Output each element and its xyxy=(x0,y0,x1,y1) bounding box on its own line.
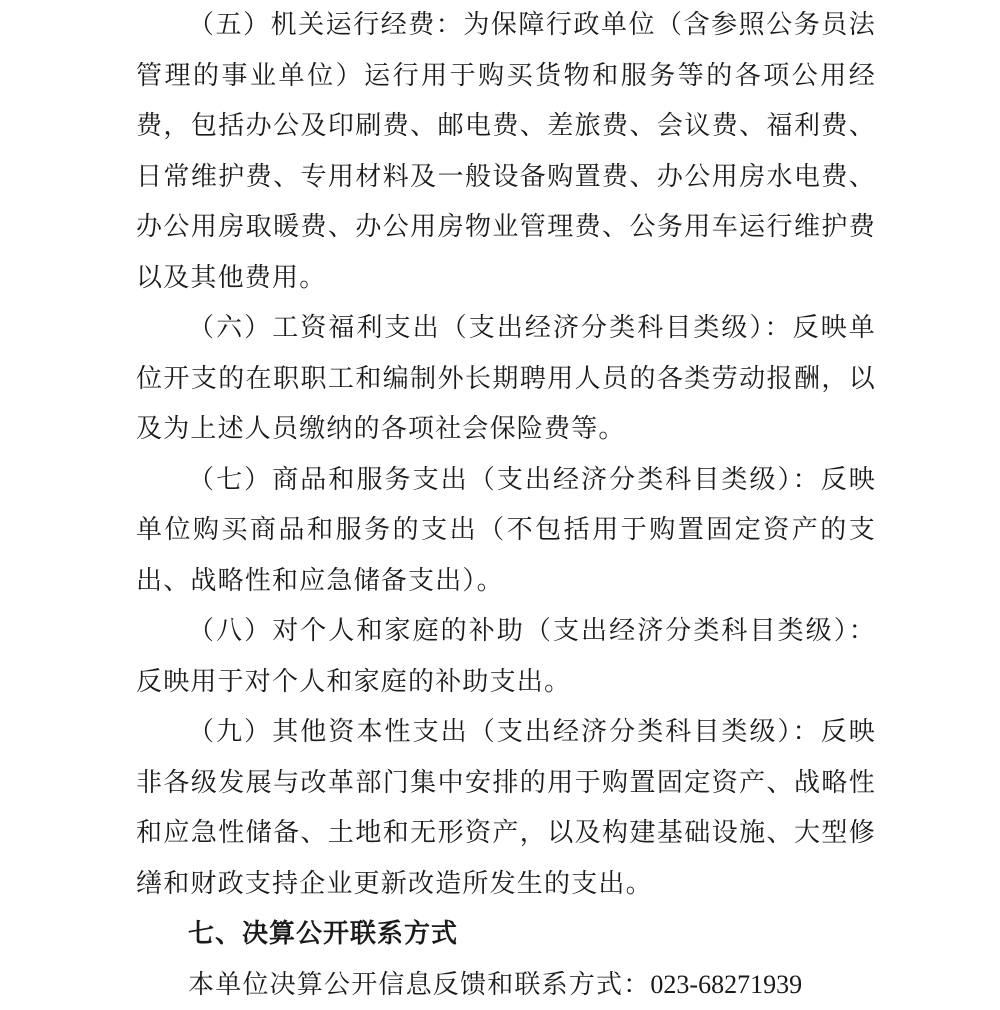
paragraph-eight xyxy=(136,606,876,707)
paragraph-term: （九）其他资本性支出（支出经济分类科目类级）： xyxy=(188,717,821,747)
paragraph-term: （五）机关运行经费： xyxy=(188,10,463,40)
paragraph-body: 反映单位购买商品和服务的支出（不包括用于购置固定资产的支出、战略性和应急储备支出）。 xyxy=(136,465,876,596)
section-heading: 七、决算公开联系方式 xyxy=(136,909,876,960)
paragraph-nine xyxy=(136,707,876,909)
paragraph-five xyxy=(136,0,876,303)
paragraph-body: 反映单位开支的在职职工和编制外长期聘用人员的各类劳动报酬，以及为上述人员缴纳的各项社会保险费等。 xyxy=(136,313,876,444)
paragraph-term: （六）工资福利支出（支出经济分类科目类级）： xyxy=(188,313,793,343)
paragraph-body: 反映非各级发展与改革部门集中安排的用于购置固定资产、战略性和应急性储备、土地和无形资产，以及构建基础设施、大型修缮和财政支持企业更新改造所发生的支出。 xyxy=(136,717,876,899)
paragraph-six xyxy=(136,303,876,455)
paragraph-term: （八）对个人和家庭的补助（支出经济分类科目类级）： xyxy=(188,616,876,646)
contact-line xyxy=(136,960,876,1010)
paragraph-term: （七）商品和服务支出（支出经济分类科目类级）： xyxy=(188,465,821,495)
paragraph-body: 为保障行政单位（含参照公务员法管理的事业单位）运行用于购买货物和服务等的各项公用经费，包括办公及印刷费、邮电费、差旅费、会议费、福利费、日常维护费、专用材料及一般设备购置费、办公用房水电费、办公用房取暖费、办公用房物业管理费、公务用车运行维护费以及其他费用。 xyxy=(136,10,876,293)
paragraph-body: 反映用于对个人和家庭的补助支出。 xyxy=(136,667,571,697)
paragraph-seven xyxy=(136,455,876,607)
contact-phone: 023-68271939 xyxy=(650,970,802,999)
document-page xyxy=(136,0,876,1010)
contact-label: 本单位决算公开信息反馈和联系方式： xyxy=(188,970,650,1000)
